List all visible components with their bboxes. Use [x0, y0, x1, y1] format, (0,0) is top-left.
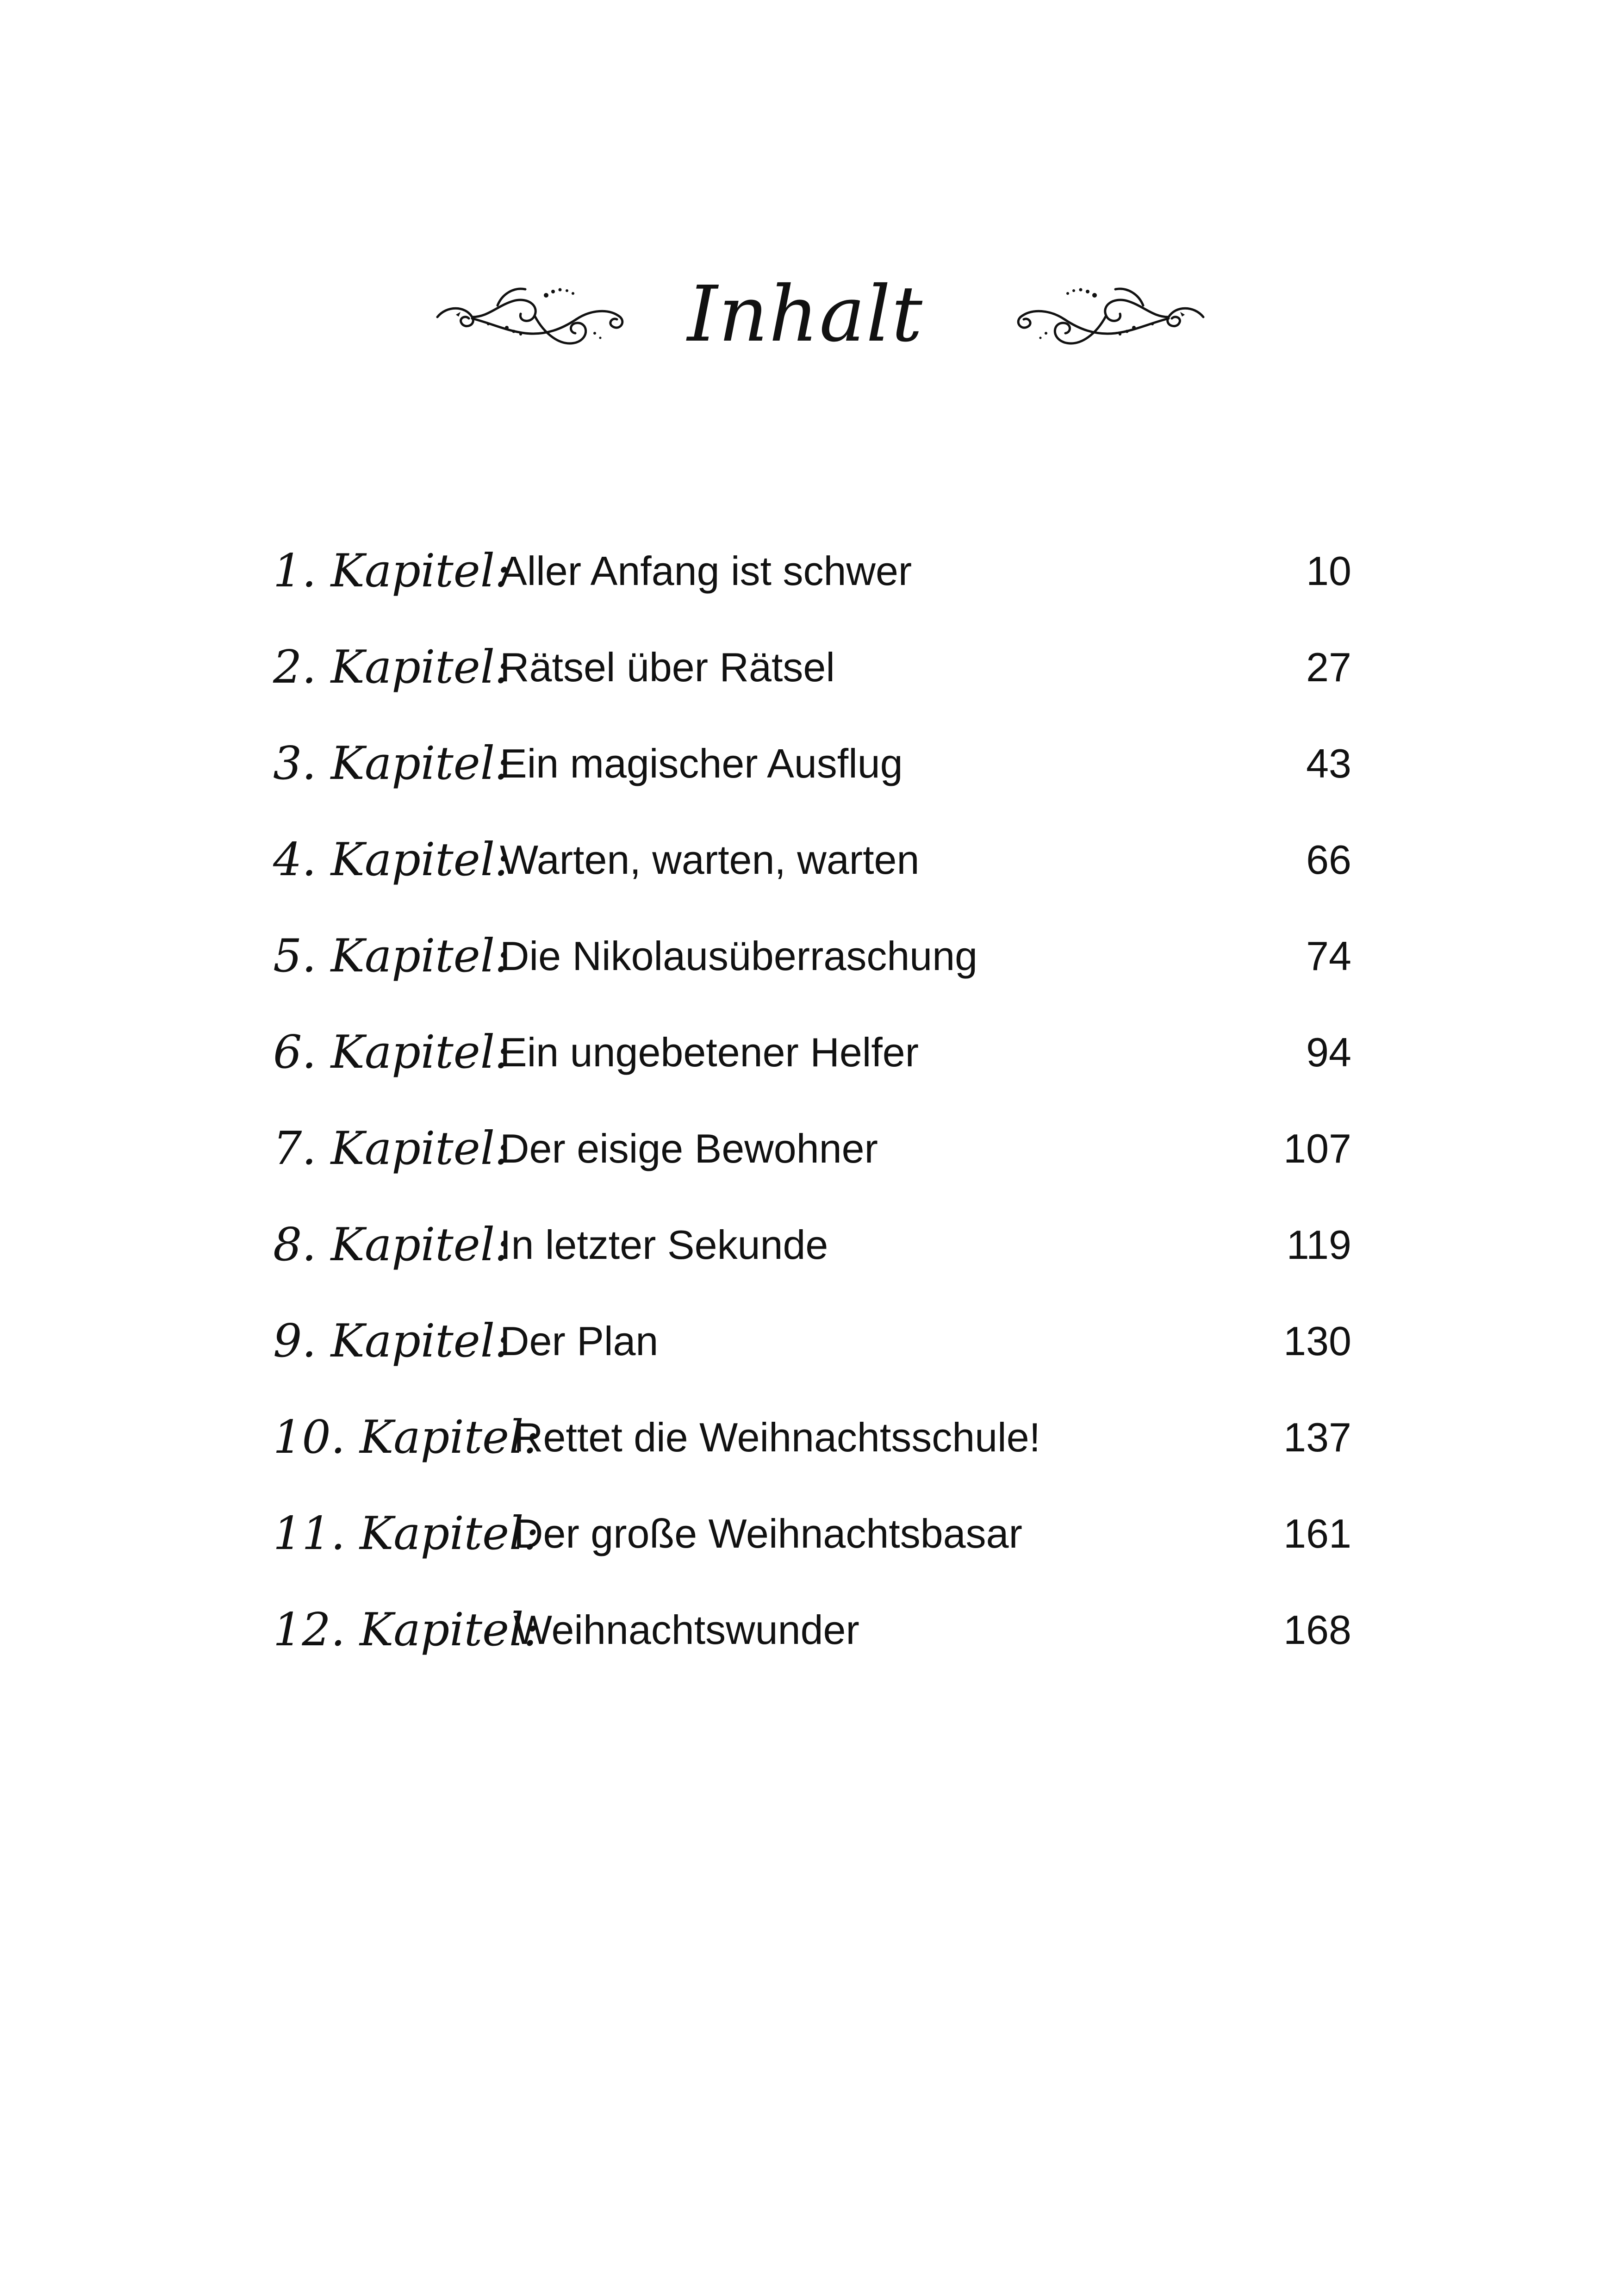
toc-entry[interactable]	[273, 1293, 1361, 1389]
chapter-title: Ein magischer Ausflug	[500, 740, 903, 786]
page-number: 66	[1306, 837, 1351, 883]
page-number: 74	[1306, 933, 1351, 979]
page-title: Inhalt	[687, 270, 924, 359]
page-number: 107	[1283, 1126, 1351, 1171]
chapter-label: 8. Kapitel:	[273, 1219, 510, 1271]
chapter-title: Weihnachtswunder	[514, 1607, 859, 1653]
chapter-label: 10. Kapitel:	[273, 1411, 539, 1464]
page-number: 94	[1306, 1029, 1351, 1075]
page-number: 119	[1286, 1222, 1351, 1268]
toc-entry[interactable]	[273, 1004, 1361, 1101]
chapter-title: Der eisige Bewohner	[500, 1126, 878, 1171]
page-number: 161	[1283, 1511, 1351, 1556]
chapter-label: 11. Kapitel:	[273, 1507, 539, 1560]
flourish-ornament-icon	[1009, 273, 1213, 361]
chapter-title: Rettet die Weihnachtsschule!	[514, 1414, 1041, 1460]
toc-entry[interactable]	[273, 1101, 1361, 1197]
chapter-title: Rätsel über Rätsel	[500, 644, 835, 690]
toc-entry[interactable]	[273, 1582, 1361, 1678]
toc-entry[interactable]	[273, 1486, 1361, 1582]
chapter-title: Die Nikolausüberraschung	[500, 933, 978, 979]
page-number: 43	[1306, 740, 1351, 786]
page-number: 137	[1283, 1414, 1351, 1460]
chapter-title: Der Plan	[500, 1318, 659, 1364]
page-number: 27	[1306, 644, 1351, 690]
page-number: 130	[1283, 1318, 1351, 1364]
page-number: 168	[1283, 1607, 1351, 1653]
chapter-title: In letzter Sekunde	[500, 1222, 828, 1268]
chapter-title: Warten, warten, warten	[500, 837, 920, 883]
toc-entry[interactable]	[273, 908, 1361, 1004]
toc-entry[interactable]	[273, 812, 1361, 908]
flourish-ornament-icon	[428, 273, 632, 361]
chapter-label: 12. Kapitel:	[273, 1604, 539, 1656]
chapter-label: 3. Kapitel:	[273, 737, 510, 790]
chapter-label: 2. Kapitel:	[273, 641, 510, 694]
title-row	[0, 259, 1618, 370]
chapter-title: Ein ungebetener Helfer	[500, 1029, 919, 1075]
toc-entry[interactable]	[273, 619, 1361, 716]
toc-entry[interactable]	[273, 1389, 1361, 1486]
chapter-label: 4. Kapitel:	[273, 834, 510, 886]
toc-entry[interactable]	[273, 716, 1361, 812]
chapter-label: 7. Kapitel:	[273, 1122, 510, 1175]
chapter-label: 1. Kapitel:	[273, 545, 510, 597]
table-of-contents	[273, 523, 1361, 1678]
toc-entry[interactable]	[273, 1197, 1361, 1293]
chapter-label: 5. Kapitel:	[273, 930, 510, 983]
toc-entry[interactable]	[273, 523, 1361, 619]
chapter-title: Der große Weihnachtsbasar	[514, 1511, 1022, 1556]
page-number: 10	[1306, 548, 1351, 594]
chapter-title: Aller Anfang ist schwer	[500, 548, 912, 594]
chapter-label: 6. Kapitel:	[273, 1026, 510, 1079]
chapter-label: 9. Kapitel:	[273, 1315, 510, 1368]
